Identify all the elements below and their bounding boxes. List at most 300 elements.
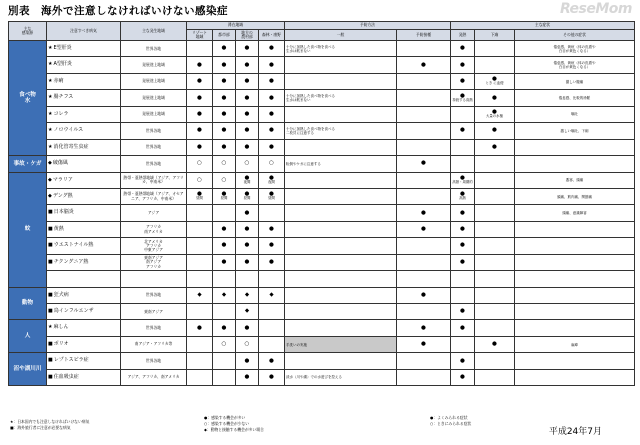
disease-cell (47, 254, 121, 270)
other-symptoms-cell: 嘔吐 (515, 106, 635, 122)
symptom-diarrhea-cell (475, 172, 515, 188)
area-forest-cell (259, 172, 285, 188)
col-city: 都市部 (213, 30, 236, 41)
disease-name: コレラ (53, 110, 69, 117)
symptom-note: 高熱 (459, 196, 466, 201)
disease-cell (47, 287, 121, 303)
area-rural-cell (236, 90, 259, 106)
vaccination-cell: ● (397, 205, 451, 221)
symptom-diarrhea-cell (475, 90, 515, 106)
brand-logo: ReseMom (559, 1, 632, 17)
disease-name: 住血吸虫症 (53, 373, 79, 380)
region-cell: 発展途上地域 (121, 57, 187, 73)
risk-mark: ● (221, 191, 227, 198)
disease-name: ポリオ (53, 340, 69, 347)
symptom-fever-cell (451, 106, 475, 122)
risk-mark: ● (197, 110, 202, 117)
symptom-mark: ● (460, 357, 465, 364)
vaccination-cell (397, 254, 451, 270)
area-city-cell (213, 57, 236, 73)
vaccination-cell (397, 369, 451, 385)
area-resort-cell (213, 271, 236, 287)
disease-marker: ■ (48, 242, 53, 249)
risk-mark: ● (269, 174, 274, 181)
risk-mark: ● (269, 110, 274, 117)
symptom-mark: ● (460, 258, 465, 265)
vaccination-cell (397, 41, 451, 57)
risk-mark: ● (221, 127, 227, 134)
area-forest-cell (259, 254, 285, 270)
region-cell: 熱帯・亜熱帯地域（アジア、オセアニア、アフリカ、中南米） (121, 188, 187, 204)
disease-name: 狂犬病 (53, 291, 69, 298)
area-forest-cell (259, 123, 285, 139)
disease-cell (47, 123, 121, 139)
area-city-cell (213, 123, 236, 139)
disease-cell (47, 205, 121, 221)
symptom-mark: ● (492, 109, 497, 116)
disease-marker: ■ (48, 340, 53, 347)
col-prevention-general: 一般 (285, 30, 397, 41)
area-city-cell (213, 41, 236, 57)
area-city-cell (213, 90, 236, 106)
table-row (9, 287, 635, 303)
symptom-note: 持続する高熱 (452, 97, 473, 102)
area-resort-cell (187, 188, 213, 204)
risk-mark: ● (197, 191, 202, 198)
risk-mark: ○ (244, 160, 250, 167)
disease-name: 黄熱 (53, 225, 64, 232)
col-fever: 発熱 (451, 30, 475, 41)
vaccination-cell (451, 271, 475, 287)
risk-mark: ● (244, 174, 250, 181)
area-city-cell (213, 73, 236, 89)
table-row (9, 336, 635, 352)
vaccination-cell (397, 188, 451, 204)
area-rural-cell (236, 238, 259, 254)
vaccination-cell (397, 90, 451, 106)
disease-cell (47, 106, 121, 122)
symptom-mark: ● (492, 143, 497, 150)
region-cell: 東南アジア (121, 304, 187, 320)
disease-marker: ★ (48, 110, 53, 117)
disease-marker: ◆ (48, 192, 52, 199)
risk-mark: ◆ (269, 291, 274, 298)
other-symptoms-cell: 倦怠感、比較的徐脈 (515, 90, 635, 106)
symptom-fever-cell (451, 205, 475, 221)
table-row (9, 90, 635, 106)
risk-note: 昼間 (243, 196, 251, 201)
symptom-fever-cell (451, 320, 475, 336)
symptom-fever-cell (451, 369, 475, 385)
vaccination-cell: ● (397, 57, 451, 73)
region-cell: 世界各地 (121, 287, 187, 303)
symptom-diarrhea-cell (475, 254, 515, 270)
area-forest-cell (259, 320, 285, 336)
category-cell: 事故・ケガ (9, 156, 47, 172)
region-cell: 南アジア・アフリカ等 (121, 336, 187, 352)
area-forest-cell (259, 106, 285, 122)
region-cell: アジア、アフリカ、南アメリカ (121, 369, 187, 385)
disease-name: デング熱 (52, 192, 73, 199)
symptom-mark: ● (460, 308, 465, 315)
area-rural-cell (236, 336, 259, 352)
risk-mark: ◆ (244, 308, 250, 315)
table-row (9, 320, 635, 336)
symptom-fever-cell (451, 336, 475, 352)
prevention-cell (285, 304, 397, 320)
disease-cell (47, 57, 121, 73)
table-row (9, 139, 635, 155)
risk-mark: ● (244, 61, 250, 68)
area-resort-cell (187, 320, 213, 336)
area-rural-cell (236, 156, 259, 172)
area-forest-cell (259, 139, 285, 155)
risk-mark: ● (269, 242, 274, 249)
table-row (9, 304, 635, 320)
symptom-diarrhea-cell (475, 304, 515, 320)
area-resort-cell (187, 304, 213, 320)
risk-mark: ◆ (244, 291, 250, 298)
symptom-mark: ● (492, 341, 497, 348)
symptom-mark: ● (460, 209, 465, 216)
other-symptoms-cell: 激しい嘔吐、下痢 (515, 123, 635, 139)
other-symptoms-cell (515, 221, 635, 237)
risk-mark: ● (269, 357, 274, 364)
prevention-cell: 十分に加熱した食べ物を食べる 生水は飲まない (285, 90, 397, 106)
other-symptoms-cell: 倦怠感、黄疸（体の皮膚や 白目が黄色くなる） (515, 57, 635, 73)
disease-name: ウエストナイル熱 (53, 242, 94, 249)
legend-animal-contact: ◆：動物と接触する機会が多い場合 (204, 427, 264, 432)
region-cell: 世界各地 (121, 123, 187, 139)
disease-cell (47, 188, 121, 204)
risk-mark: ◆ (197, 291, 202, 298)
region-cell (187, 271, 213, 287)
risk-mark: ● (221, 110, 227, 117)
disease-marker: ◆ (48, 176, 52, 183)
other-symptoms-cell (515, 238, 635, 254)
area-rural-cell (236, 188, 259, 204)
other-symptoms-cell: 倦怠感、黄疸（体の皮膚や 白目が黄色くなる） (515, 41, 635, 57)
risk-mark: ● (269, 61, 274, 68)
disease-marker: ★ (48, 127, 53, 134)
table-row (9, 73, 635, 89)
symptom-mark: ● (460, 226, 465, 233)
symptom-diarrhea-cell (475, 221, 515, 237)
prevention-cell (285, 57, 397, 73)
symptom-diarrhea-cell (475, 353, 515, 369)
disease-cell (47, 369, 121, 385)
disease-name: 消化管寄生虫症 (53, 143, 89, 150)
vaccination-cell: ● (397, 320, 451, 336)
region-cell: 東南アジア 南アジア アフリカ (121, 254, 187, 270)
legend-low-risk: ○：感染する機会が少ない (204, 421, 250, 426)
risk-mark: ● (244, 127, 250, 134)
risk-mark: ● (221, 258, 227, 265)
table-row (9, 172, 635, 188)
risk-mark: ● (244, 324, 250, 331)
other-symptoms-cell: 悪寒、頭痛 (515, 172, 635, 188)
risk-mark: ● (197, 78, 202, 85)
disease-marker: ★ (48, 61, 53, 68)
area-city-cell (213, 238, 236, 254)
table-row (9, 205, 635, 221)
risk-note: 昼間 (268, 196, 275, 201)
area-resort-cell (187, 106, 213, 122)
area-resort-cell (187, 205, 213, 221)
area-rural-cell (236, 353, 259, 369)
symptom-fever-cell (451, 139, 475, 155)
symptom-mark: ● (460, 191, 465, 198)
risk-mark: ● (221, 61, 227, 68)
area-rural-cell (236, 172, 259, 188)
area-rural-cell (236, 73, 259, 89)
area-rural-cell (236, 106, 259, 122)
risk-mark: ● (244, 226, 250, 233)
area-city-cell (213, 156, 236, 172)
symptom-mark: ● (460, 61, 465, 68)
disease-marker: ■ (48, 209, 53, 216)
vaccination-cell: ● (397, 156, 451, 172)
symptom-fever-cell (451, 188, 475, 204)
prevention-cell (285, 238, 397, 254)
symptom-note: 高熱・周期的 (452, 179, 473, 184)
col-disease: 注意すべき病気 (47, 22, 121, 41)
area-rural-cell (236, 320, 259, 336)
table-row (9, 188, 635, 204)
area-resort-cell (187, 172, 213, 188)
symptom-mark: ● (460, 174, 465, 181)
area-forest-cell (259, 188, 285, 204)
table-row (9, 238, 635, 254)
category-cell: 食べ物 水 (9, 41, 47, 156)
other-symptoms-cell (515, 320, 635, 336)
col-area-group: 滞在地域 (187, 22, 285, 30)
other-symptoms-cell: 頭痛、意識障害 (515, 205, 635, 221)
risk-note: 昼間 (196, 196, 203, 201)
area-city-cell (213, 205, 236, 221)
disease-cell (121, 271, 187, 287)
area-resort-cell (187, 139, 213, 155)
area-forest-cell (259, 57, 285, 73)
symptom-mark: ● (492, 94, 497, 101)
symptom-diarrhea-cell (475, 73, 515, 89)
symptom-mark: ● (460, 324, 465, 331)
disease-cell (47, 73, 121, 89)
symptom-mark: ● (460, 242, 465, 249)
other-symptoms-cell (515, 304, 635, 320)
symptom-fever-cell (451, 238, 475, 254)
area-rural-cell (236, 221, 259, 237)
region-cell: アジア (121, 205, 187, 221)
disease-name: 腸チフス (53, 94, 74, 101)
prevention-cell (285, 205, 397, 221)
vaccination-cell: ● (397, 287, 451, 303)
risk-note: 昼間 (220, 196, 228, 201)
area-city-cell (213, 304, 236, 320)
region-cell: 世界各地 (121, 353, 187, 369)
risk-mark: ● (244, 191, 250, 198)
area-rural-cell (236, 139, 259, 155)
disease-name: A型肝炎 (53, 61, 72, 68)
prevention-cell (397, 271, 451, 287)
area-resort-cell (187, 41, 213, 57)
area-rural-cell (236, 287, 259, 303)
area-resort-cell (187, 57, 213, 73)
disease-cell (47, 156, 121, 172)
disease-cell (47, 139, 121, 155)
prevention-cell (285, 106, 397, 122)
vaccination-cell (397, 139, 451, 155)
area-forest-cell (259, 336, 285, 352)
prevention-cell: 転倒やケガに注意する (285, 156, 397, 172)
col-region: 主な発生地域 (121, 22, 187, 41)
area-forest-cell (259, 353, 285, 369)
category-cell: 沼や湖川川 (9, 353, 47, 386)
region-cell: 北アメリカ アフリカ 中東アジア (121, 238, 187, 254)
category-cell-empty (47, 271, 121, 287)
disease-name: 破傷風 (52, 160, 68, 167)
risk-mark: ○ (221, 341, 227, 348)
risk-mark: ● (244, 209, 250, 216)
area-city-cell (213, 254, 236, 270)
legend-overseas: ■：海外旅行者に注意が必要な病気 (10, 425, 71, 430)
prevention-cell: 淡水（川や湖）での水遊びを控える (285, 369, 397, 385)
symptom-diarrhea-cell (475, 139, 515, 155)
risk-mark: ● (221, 143, 227, 150)
symptom-fever-cell (451, 123, 475, 139)
risk-mark: ● (221, 94, 227, 101)
category-cell: 人 (9, 320, 47, 353)
other-symptoms-cell: 頭痛、筋肉痛、関節痛 (515, 188, 635, 204)
table-row (9, 271, 635, 287)
disease-cell (47, 221, 121, 237)
area-city-cell (213, 106, 236, 122)
disease-cell (47, 238, 121, 254)
symptom-diarrhea-cell (475, 238, 515, 254)
table-row (9, 57, 635, 73)
disease-name: 赤痢 (53, 77, 64, 84)
risk-mark: ● (244, 143, 250, 150)
risk-mark: ● (244, 242, 250, 249)
region-cell: 世界各地 (121, 139, 187, 155)
prevention-cell (285, 254, 397, 270)
area-city-cell (236, 271, 259, 287)
symptom-diarrhea-cell (475, 287, 515, 303)
area-rural-cell (236, 304, 259, 320)
prevention-cell (285, 221, 397, 237)
area-resort-cell (187, 123, 213, 139)
area-forest-cell (259, 156, 285, 172)
symptom-diarrhea-cell (475, 41, 515, 57)
risk-mark: ● (244, 94, 250, 101)
symptom-fever-cell (451, 304, 475, 320)
symptom-fever-cell (451, 156, 475, 172)
area-forest-cell (259, 304, 285, 320)
region-cell: 発展途上地域 (121, 106, 187, 122)
area-city-cell (213, 320, 236, 336)
legend-domestic: ★：日本国内でも注意しなければいけない病気 (10, 419, 90, 424)
disease-marker: ★ (48, 94, 53, 101)
area-resort-cell (187, 90, 213, 106)
symptom-fever-cell (451, 73, 475, 89)
disease-name: チクングニア熱 (53, 258, 89, 265)
risk-mark: ● (269, 45, 274, 52)
area-forest-cell (285, 271, 397, 287)
symptom-diarrhea-cell (475, 320, 515, 336)
vaccination-cell: ● (397, 336, 451, 352)
area-forest-cell (259, 221, 285, 237)
symptom-fever-cell (451, 172, 475, 188)
vaccination-cell (397, 106, 451, 122)
symptom-diarrhea-cell (475, 156, 515, 172)
table-row (9, 369, 635, 385)
area-forest-cell (259, 41, 285, 57)
area-city-cell (213, 353, 236, 369)
symptom-fever-cell (451, 287, 475, 303)
disease-marker: ■ (48, 291, 53, 298)
symptom-mark: ● (460, 78, 465, 85)
symptom-diarrhea-cell (475, 369, 515, 385)
disease-cell (47, 41, 121, 57)
risk-mark: ● (197, 127, 202, 134)
page-title: 別表 海外で注意しなければいけない感染症 (8, 5, 228, 17)
disease-marker: ★ (48, 45, 53, 52)
area-city-cell (213, 336, 236, 352)
col-rural: 地方の 農村部 (236, 30, 259, 41)
symptom-diarrhea-cell (475, 57, 515, 73)
risk-mark: ○ (269, 160, 274, 167)
col-resort: リゾート 地域 (187, 30, 213, 41)
disease-name: E型肝炎 (53, 45, 72, 52)
symptom-diarrhea-cell (475, 123, 515, 139)
symptom-fever-cell (475, 271, 515, 287)
disease-name: 鳥インフルエンザ (53, 308, 94, 315)
risk-mark: ● (244, 78, 250, 85)
other-symptoms-cell (515, 156, 635, 172)
vaccination-cell (397, 353, 451, 369)
area-resort-cell (187, 254, 213, 270)
table-row (9, 254, 635, 270)
risk-mark: ● (269, 258, 274, 265)
symptom-note: とき に血便 (485, 81, 504, 86)
disease-name: マラリア (52, 176, 73, 183)
table-row (9, 156, 635, 172)
region-cell: 世界各地 (121, 156, 187, 172)
disease-marker: ◆ (48, 160, 52, 167)
symptom-fever-cell (451, 90, 475, 106)
symptom-fever-cell (451, 353, 475, 369)
col-vaccination: 予防接種 (397, 30, 451, 41)
risk-mark: ● (244, 373, 250, 380)
category-cell: 蚊 (9, 172, 47, 287)
area-resort-cell (187, 73, 213, 89)
area-forest-cell (259, 90, 285, 106)
region-cell: 世界各地 (121, 41, 187, 57)
area-rural-cell (236, 254, 259, 270)
disease-name: 麻しん (53, 324, 69, 331)
risk-mark: ● (269, 226, 274, 233)
risk-mark: ● (221, 45, 227, 52)
region-cell: 発展途上地域 (121, 73, 187, 89)
vaccination-cell: ● (397, 221, 451, 237)
risk-mark: ● (269, 373, 274, 380)
symptom-mark: ● (460, 92, 465, 99)
symptom-fever-cell (451, 221, 475, 237)
risk-mark: ● (221, 324, 227, 331)
col-forest: 森林・康野 (259, 30, 285, 41)
col-diarrhea: 下痢 (475, 30, 515, 41)
col-symptom-group: 主な症状 (451, 22, 635, 30)
